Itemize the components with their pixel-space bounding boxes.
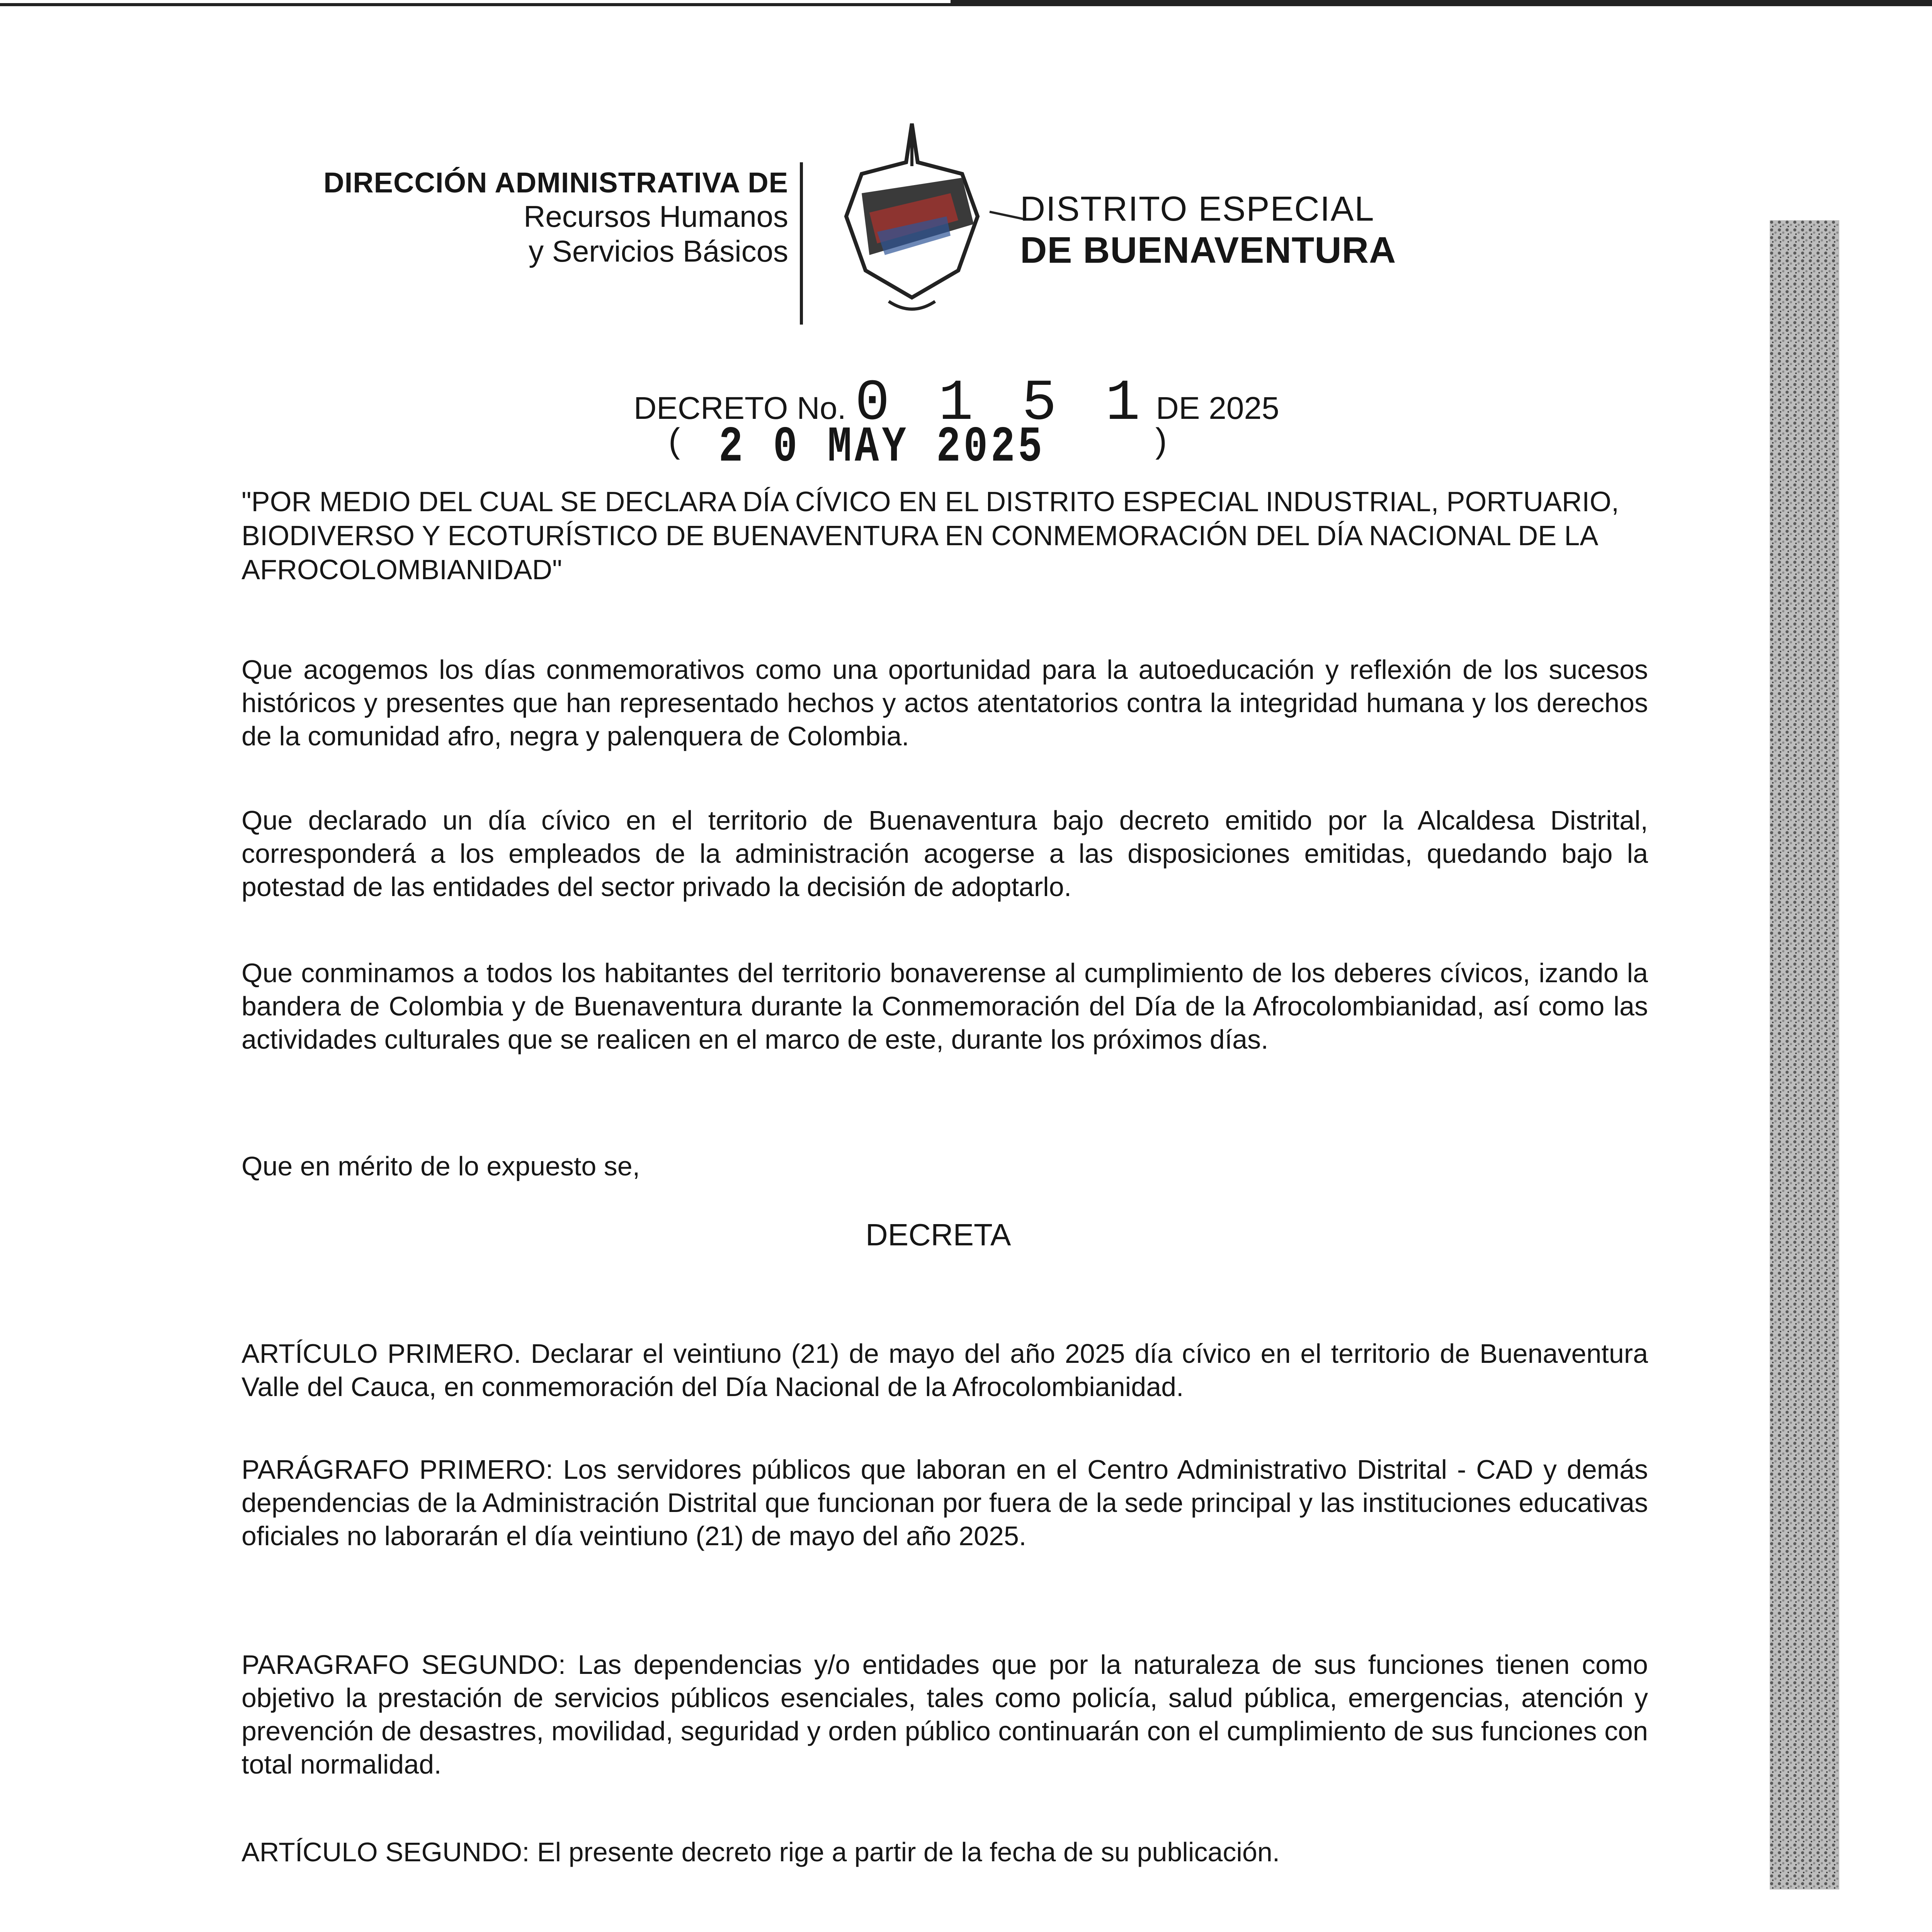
header-district	[1020, 189, 1396, 272]
decree-title: "POR MEDIO DEL CUAL SE DECLARA DÍA CÍVICO EN EL DISTRITO ESPECIAL INDUSTRIAL, PORTUARIO, BIODIVERSO Y ECOTURÍSTICO DE BUENAVENTURA EN CONMEMORACIÓN DEL DÍA NACIONAL DE LA AFROCOLOMBIANIDAD"	[242, 486, 1619, 585]
close-paren: )	[1155, 422, 1167, 460]
article-primero: ARTÍCULO PRIMERO. Declarar el veintiuno (21) de mayo del año 2025 día cívico en el territorio de Buenaventura Valle del Cauca, en conmemoración del Día Nacional de la Afrocolombianidad.	[242, 1338, 1648, 1402]
directorate-subtitle-2: y Servicios Básicos	[529, 234, 788, 268]
consideration-3: Que conminamos a todos los habitantes del territorio bonaverense al cumplimiento de los deberes cívicos, izando la bandera de Colombia y de Buenaventura durante la Conmemoración del Día de la Afrocolombianidad, así como las actividades culturales que se realicen en el marco de este, durante los próximos días.	[242, 958, 1648, 1054]
scan-edge-texture	[1762, 220, 1839, 1889]
decree-label: DECRETO No.	[634, 391, 846, 426]
district-line-1: DISTRITO ESPECIAL	[1020, 190, 1375, 228]
header-directorate	[209, 166, 788, 269]
paragrafo-segundo: PARAGRAFO SEGUNDO: Las dependencias y/o entidades que por la naturaleza de sus funciones tienen como objetivo la prestación de servicios públicos esenciales, tales como policía, salud pública, emergencias, atención y prevención de desastres, movilidad, seguridad y orden público continuarán con el cumplimiento de sus funciones con total normalidad.	[242, 1650, 1648, 1779]
decree-number: 0 1 5 1	[855, 371, 1147, 437]
consideration-1: Que acogemos los días conmemorativos como una oportunidad para la autoeducación y reflexión de los sucesos históricos y presentes que han representado hechos y actos atentatorios contra la integridad humana y los derechos de la comunidad afro, negra y palenquera de Colombia.	[242, 655, 1648, 751]
directorate-title: DIRECCIÓN ADMINISTRATIVA DE	[323, 167, 788, 199]
article-segundo: ARTÍCULO SEGUNDO: El presente decreto rige a partir de la fecha de su publicación.	[242, 1837, 1280, 1867]
top-rule-2	[951, 0, 1932, 4]
decree-year: 2025	[1209, 391, 1279, 426]
decreta-heading: DECRETA	[866, 1218, 1011, 1252]
district-line-2: DE BUENAVENTURA	[1020, 230, 1396, 271]
paragrafo-primero: PARÁGRAFO PRIMERO: Los servidores públicos que laboran en el Centro Administrativo Distrital - CAD y demás dependencias de la Administración Distrital que funcionan por fuera de la sede principal y las instituciones educativas oficiales no laborarán el día veintiuno (21) de mayo del año 2025.	[242, 1454, 1648, 1551]
decree-date-stamp: 2 0 MAY 2025	[719, 419, 1045, 476]
consideration-2: Que declarado un día cívico en el territorio de Buenaventura bajo decreto emitido por la Alcaldesa Distrital, corresponderá a los empleados de la administración acogerse a las disposiciones emitidas, quedando bajo la potestad de las entidades del sector privado la decisión de adoptarlo.	[242, 805, 1648, 902]
district-logo-icon	[835, 116, 989, 325]
decree-de: DE	[1156, 391, 1200, 426]
directorate-subtitle-1: Recursos Humanos	[524, 199, 788, 233]
header-divider	[800, 162, 803, 325]
open-paren: (	[668, 422, 680, 460]
consideration-4: Que en mérito de lo expuesto se,	[242, 1151, 640, 1181]
